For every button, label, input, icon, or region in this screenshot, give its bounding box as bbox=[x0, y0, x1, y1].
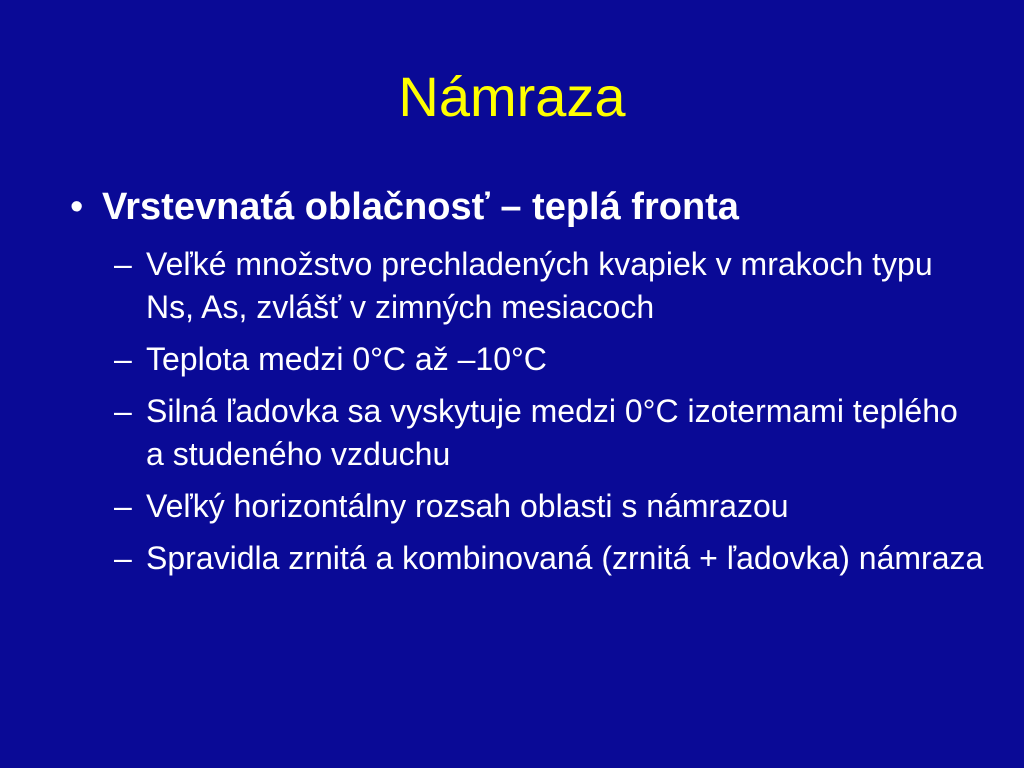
sub-bullet-item bbox=[114, 390, 984, 476]
dash-marker: – bbox=[114, 393, 132, 429]
sub-bullet-text: Veľké množstvo prechladených kvapiek v mrakoch typu Ns, As, zvlášť v zimných mesiacoch bbox=[146, 246, 933, 325]
slide-title: Námraza bbox=[398, 65, 626, 128]
sub-bullet-text: Teplota medzi 0°C až –10°C bbox=[146, 341, 547, 377]
dash-marker: – bbox=[114, 341, 132, 377]
sub-bullet-item bbox=[114, 338, 984, 381]
sub-bullet-text: Veľký horizontálny rozsah oblasti s námrazou bbox=[146, 488, 789, 524]
sub-bullet-item bbox=[114, 537, 984, 580]
sub-bullet-item bbox=[114, 485, 984, 528]
sub-bullet-text: Spravidla zrnitá a kombinovaná (zrnitá + ľadovka) námraza bbox=[146, 540, 984, 576]
sub-bullet-list bbox=[114, 243, 984, 589]
dash-marker: – bbox=[114, 540, 132, 576]
main-bullet-text: Vrstevnatá oblačnosť – teplá fronta bbox=[102, 186, 739, 228]
sub-bullet-text: Silná ľadovka sa vyskytuje medzi 0°C izotermami teplého a studeného vzduchu bbox=[146, 393, 958, 472]
main-bullet bbox=[70, 183, 970, 231]
dash-marker: – bbox=[114, 488, 132, 524]
dash-marker: – bbox=[114, 246, 132, 282]
bullet-marker: • bbox=[70, 186, 84, 228]
sub-bullet-item bbox=[114, 243, 984, 329]
